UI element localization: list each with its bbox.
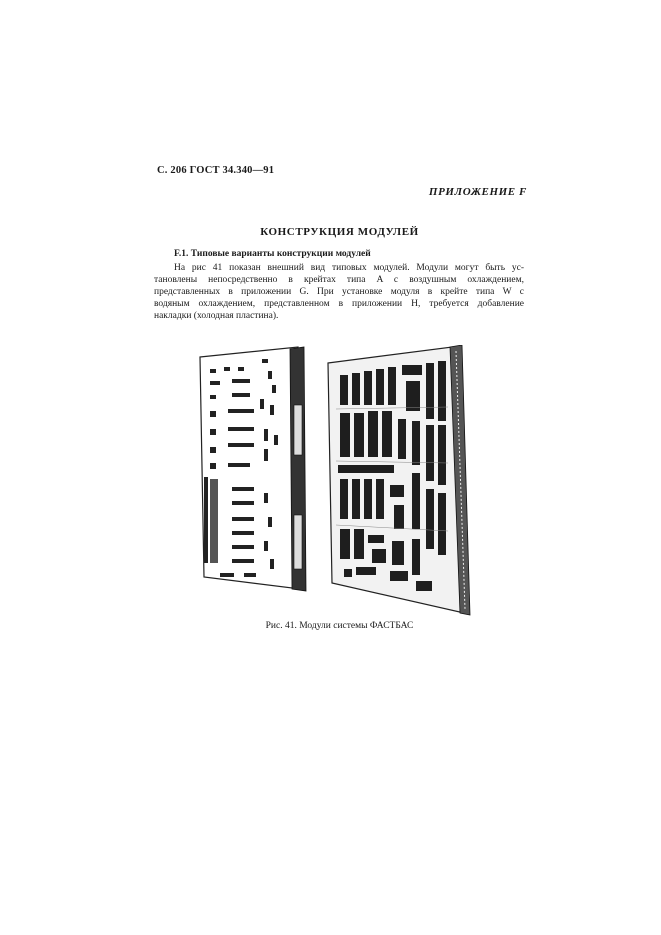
body-line: водяным охлаждением, представленном в приложении H, требуется добавление xyxy=(154,299,524,309)
section-title: КОНСТРУКЦИЯ МОДУЛЕЙ xyxy=(260,226,419,238)
page-header-left: С. 206 ГОСТ 34.340—91 xyxy=(157,165,275,176)
appendix-label: ПРИЛОЖЕНИЕ F xyxy=(428,186,527,198)
circuit-board-component-icon xyxy=(328,345,470,615)
circuit-board-side-icon xyxy=(200,347,306,591)
body-line: представленных в приложении G. При установке модуля в крейте типа W с xyxy=(154,287,524,297)
figure-caption: Рис. 41. Модули системы ФАСТБАС xyxy=(265,621,414,631)
figure-modules xyxy=(180,345,480,617)
body-line: накладки (холодная пластина). xyxy=(154,311,279,321)
body-paragraph xyxy=(154,262,524,322)
subsection-heading: F.1. Типовые варианты конструкции модулей xyxy=(174,249,371,259)
body-line: На рис 41 показан внешний вид типовых модулей. Модули могут быть ус- xyxy=(174,263,524,273)
body-line: тановлены непосредственно в крейтах типа A с воздушным охлаждением, xyxy=(154,275,524,285)
